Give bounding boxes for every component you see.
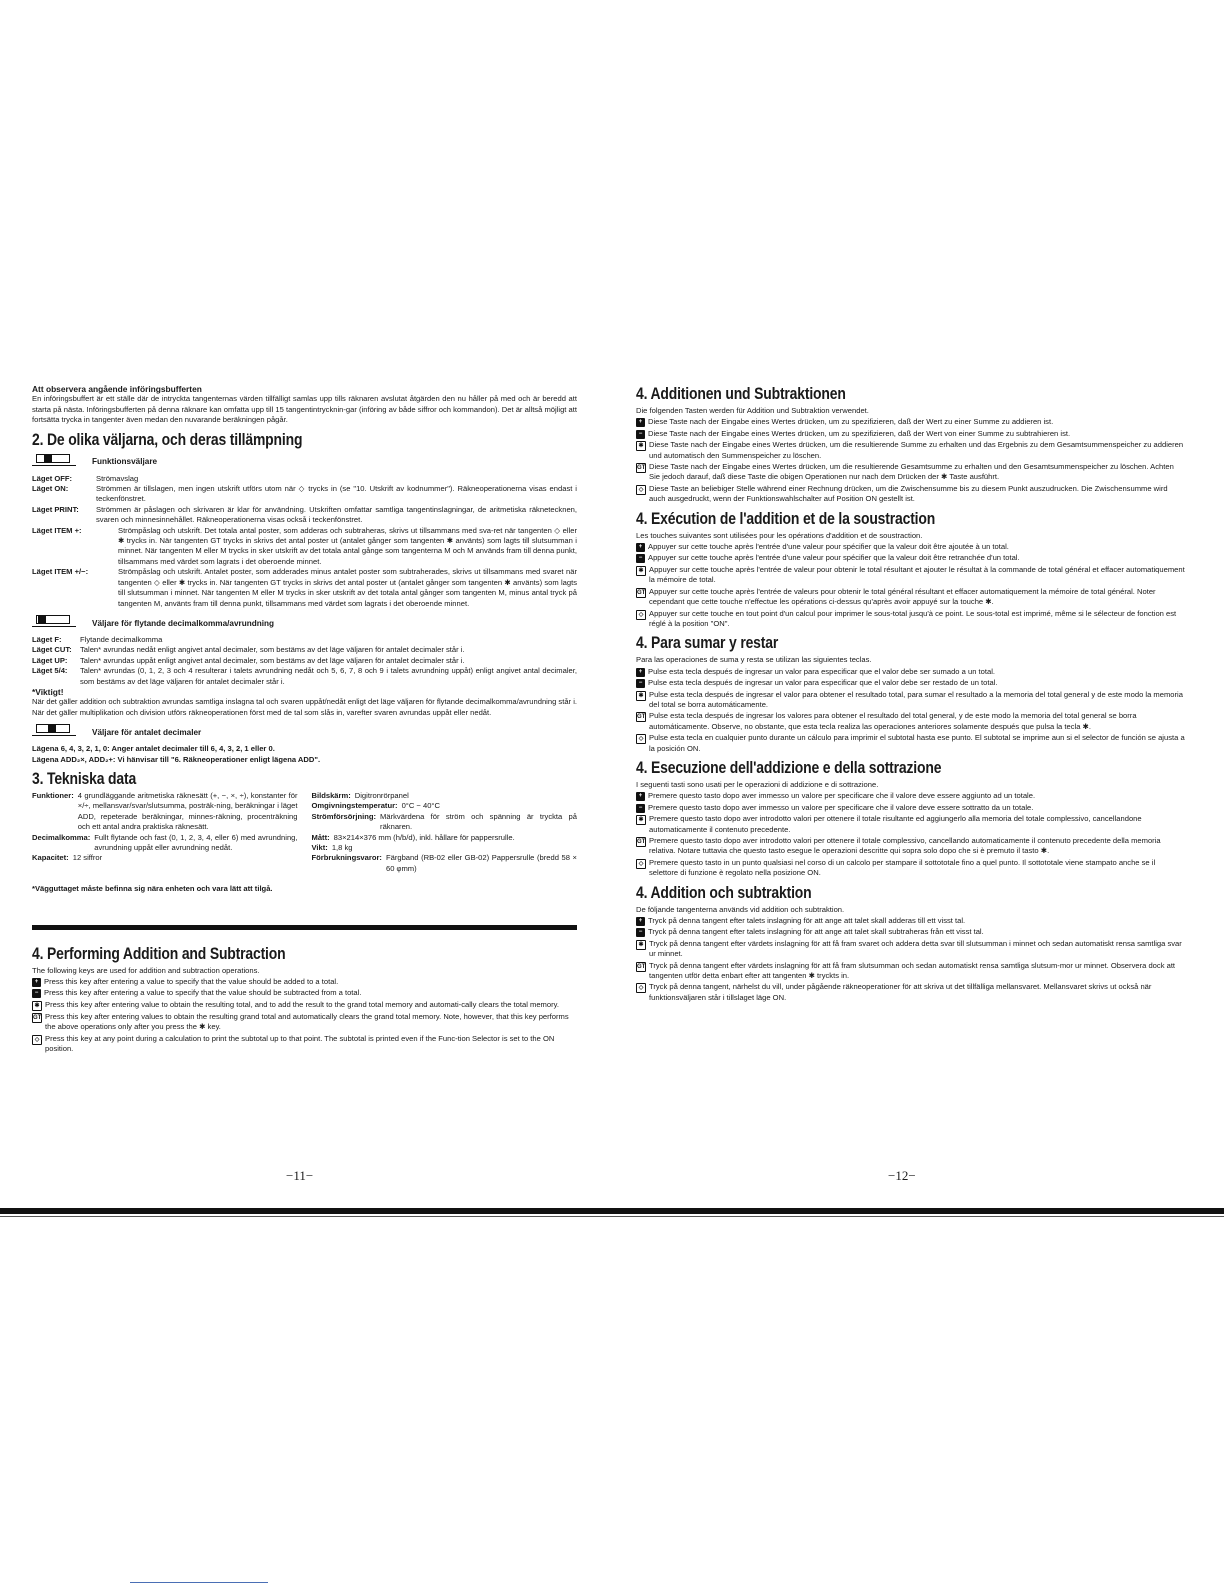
key-row — [636, 462, 1186, 483]
key-row — [636, 678, 1186, 688]
key-row — [32, 1034, 577, 1055]
section-divider — [32, 925, 577, 930]
key-row — [636, 667, 1186, 677]
key-description: Tryck på denna tangent efter värdets inslagning för att få fram svaret och addera detta svar till slutsumman i minnet och sedan automatiskt rensa samtliga svar ur minnet. — [649, 938, 1182, 959]
key-description: Premere questo tasto dopo aver introdotto valori per ottenere il totale complessivo, cancellando automaticamente il contenuto precedente della memoria relativa. Notare tuttavia che questo tasto esegue le operazioni descritte qui sopra solo dopo che si è premuto il tasto ✱. — [649, 836, 1161, 856]
mode-label: Vikt: — [311, 843, 328, 852]
mode-row — [312, 791, 578, 801]
calculator-key-icon: + — [636, 917, 645, 926]
mode-row — [312, 812, 578, 833]
sv-key-list — [636, 916, 1186, 1003]
mode-description: Fullt flytande och fast (0, 1, 2, 3, 4, eller 6) med avrundning, avrundning uppåt eller avrundning nedåt. — [94, 832, 298, 852]
key-row — [636, 429, 1186, 439]
key-description: Tryck på denna tangent efter värdets inslagning för att få fram slutsumman och sedan automatiskt rensa samtliga slutsum-mor ur minnet. Observera dock att tangenten utför detta enbart efter att tangenten ✱ tryckts in. — [649, 960, 1176, 981]
mode-description: 0°C − 40°C — [401, 801, 440, 811]
key-description: Diese Taste nach der Eingabe eines Wertes drücken, um zu spezifizieren, daß der Wert von einer Summe zu subtrahieren ist. — [648, 428, 1071, 438]
calculator-key-icon: + — [636, 668, 645, 677]
key-description: Tryck på denna tangent, närhelst du vill, under pågående räkneoperationer för att skriva ut det tillfälliga mellansvaret. Mellansvaret skrivs ut också när funktionsväljaren står i tillslaget läge ON. — [649, 982, 1152, 1002]
mode-label: Förbrukningsvaror: — [311, 853, 382, 863]
tech-data-left — [32, 791, 298, 874]
calculator-key-icon: ✱ — [636, 815, 646, 825]
key-row — [636, 982, 1186, 1003]
key-row — [636, 858, 1186, 879]
decimal-selector-header — [32, 615, 577, 633]
decimal-selector-icon — [32, 615, 76, 633]
key-row — [636, 711, 1186, 732]
count-selector-header — [32, 724, 577, 742]
it-key-list — [636, 791, 1186, 878]
section-3-title: 3. Tekniska data — [32, 768, 137, 788]
key-description: Premere questo tasto dopo aver immesso un valore per specificare che il valore deve essere sottratto da un totale. — [648, 802, 1034, 812]
calculator-key-icon: ◇ — [32, 1035, 42, 1045]
es-key-list — [636, 667, 1186, 754]
key-row — [636, 542, 1186, 552]
key-row — [636, 440, 1186, 461]
key-description: Premere questo tasto in un punto qualsiasi nel corso di un calcolo per stampare il sottototale fino a quel punto. Il sottototale viene stampato anche se il selettore di funzione è regolato nella posizione ON. — [649, 857, 1156, 878]
mode-label: Läget OFF: — [32, 473, 73, 483]
key-row — [636, 916, 1186, 926]
key-row — [636, 484, 1186, 505]
key-description: Press this key after entering value to obtain the resulting total, and to add the result to the grand total memory and automati-cally clears the total memory. — [45, 999, 559, 1009]
calculator-key-icon: GT — [637, 714, 646, 721]
important-title: *Viktigt! — [32, 686, 64, 697]
key-description: Press this key at any point during a calculation to print the subtotal up to that point. The subtotal is printed even if the Func-tion Selector is set to the ON position. — [45, 1033, 555, 1054]
key-row — [636, 791, 1186, 801]
tech-data-grid — [32, 791, 577, 874]
fr-key-list — [636, 542, 1186, 629]
mode-description: Strömavslag — [96, 473, 139, 483]
key-description: Premere questo tasto dopo aver introdotto valori per ottenere il totale risultante ed aggiungerlo alla memoria del totale complessivo, cancellandone automaticamente il contenuto precedente. — [649, 814, 1142, 834]
calculator-key-icon: − — [636, 554, 645, 563]
mode-row — [32, 791, 298, 833]
key-row — [32, 977, 577, 987]
mode-label: Läget 5/4: — [32, 666, 68, 676]
page-number-right: −12− — [888, 1168, 916, 1183]
key-description: Diese Taste nach der Eingabe eines Wertes drücken, um die resultierende Gesamtsumme zu erhalten und den Gesamtsummenspeicher zu löschen. Achten Sie jedoch darauf, daß diese Taste die obigen Operationen nur nach dem Drücken der ✱ Taste ausführt. — [649, 462, 1174, 482]
key-description: Pulse esta tecla después de ingresar el valor para obtener el resultado total, para sumar el resultado a la memoria del total general y de este modo la memoria del total se borra automáticamente. — [649, 689, 1183, 709]
bottom-rule — [0, 1208, 1224, 1214]
calculator-key-icon: ◇ — [636, 983, 646, 993]
mode-row — [312, 853, 578, 874]
de-intro: Die folgenden Tasten werden für Addition und Subtraktion verwendet. — [636, 406, 869, 415]
key-description: Diese Taste nach der Eingabe eines Wertes drücken, um zu spezifizieren, daß der Wert zu einer Summe zu addieren ist. — [648, 417, 1054, 427]
footer-line — [130, 1582, 268, 1583]
mode-description: Talen* avrundas nedåt enligt angivet antal decimaler, som bestäms av det läge väljaren för antalet decimaler står i. — [80, 645, 465, 655]
key-row — [636, 587, 1186, 608]
fr-intro: Les touches suivantes sont utilisées pour les opérations d'addition et de soustraction. — [636, 530, 923, 540]
mode-row — [32, 853, 298, 863]
mode-label: Läget ITEM +/−: — [32, 567, 89, 577]
en-key-list — [32, 977, 577, 1054]
count-selector-title: Väljare för antalet decimaler — [92, 727, 202, 737]
key-row — [636, 836, 1186, 857]
buffer-title: Att observera angående införingsbufferten — [32, 384, 202, 394]
right-page — [636, 384, 1186, 1004]
function-selector-icon — [32, 454, 76, 472]
key-description: Tryck på denna tangent efter talets inslagning för att ange att talet skall adderas till ett visst tal. — [648, 916, 966, 926]
mode-label: Omgivningstemperatur: — [311, 801, 398, 811]
count-selector-icon — [32, 724, 76, 742]
key-row — [636, 961, 1186, 982]
calculator-key-icon: + — [636, 792, 645, 801]
mode-description: Färgband (RB-02 eller GB-02) Pappersrulle (bredd 58 × 60 φmm) — [385, 853, 577, 873]
mode-description: 83×214×376 mm (h/b/d), inkl. hållare för pappersrulle. — [333, 832, 515, 842]
mode-label: Läget UP: — [32, 655, 68, 665]
mode-description: Talen* avrundas uppåt enligt angivet antal decimaler, som bestäms av det läge väljaren för antalet decimaler står i. — [80, 655, 465, 665]
count-line-2: Lägena ADD₂×, ADD₂+: Vi hänvisar till "6. Räkneoperationer enligt lägena ADD". — [32, 754, 321, 764]
section-4-en-title: 4. Performing Addition and Subtraction — [32, 943, 286, 963]
mode-label: Läget ITEM +: — [32, 525, 82, 535]
mode-row — [32, 645, 577, 655]
mode-description: 4 grundläggande aritmetiska räknesätt (+, −, ×, ÷), konstanter för ×/÷, mellansvar/svar/slutsumma, posträk-ning, beräkningar i läget ADD, repeterade beräkningar, minnes-räkning, procenträkning och ett antal andra praktiska räknesätt. — [77, 790, 298, 832]
calculator-key-icon: ✱ — [636, 940, 646, 950]
section-2-title: 2. De olika väljarna, och deras tillämpning — [32, 429, 303, 449]
page-number-left: −11− — [286, 1168, 314, 1183]
key-row — [636, 417, 1186, 427]
calculator-key-icon: ◇ — [636, 859, 646, 869]
key-description: Pulse esta tecla después de ingresar un valor para especificar que el valor debe ser restado de un total. — [648, 678, 998, 688]
count-line-1: Lägena 6, 4, 3, 2, 1, 0: Anger antalet decimaler till 6, 4, 3, 2, 1 eller 0. — [32, 744, 275, 754]
bottom-rule-thin — [0, 1216, 1224, 1217]
key-description: Tryck på denna tangent efter talets inslagning för att ange att talet skall subtraheras från ett visst tal. — [648, 927, 984, 937]
sv-intro: De följande tangenterna används vid addition och subtraktion. — [636, 904, 845, 914]
mode-row — [32, 833, 298, 854]
calculator-key-icon: ✱ — [636, 566, 646, 576]
key-row — [636, 733, 1186, 754]
buffer-text: En införingsbuffert är ett ställe där de intryckta tangenternas värden tillfälligt samlas upp tills räknaren avslutat åtgärden den nu håller på med och är beredd att starta på nästa. Införingsbufferten på denna räknare kan omfatta upp till 15 tangentintrycknin-gar (införing av både siffror och kommandon). Det är alltså möjligt att fortsätta trycka in tangenter även medan den nuvarande beräkningen pågår. — [32, 394, 577, 425]
mode-row — [32, 567, 577, 609]
key-row — [636, 803, 1186, 813]
calculator-key-icon: + — [636, 418, 645, 427]
mode-label: Strömförsörjning: — [311, 811, 377, 821]
calculator-key-icon: ✱ — [32, 1001, 42, 1011]
de-title: 4. Additionen und Subtraktionen — [636, 384, 846, 403]
calculator-key-icon: + — [636, 543, 645, 552]
mode-description: Strömmen är tillslagen, men ingen utskrift utförs utom när ◇ trycks in (se "10. Utskrift av kodnummer"). Räkneoperationerna visas endast i teckenfönstret. — [96, 484, 577, 504]
key-row — [636, 927, 1186, 937]
mode-description: 1,8 kg — [331, 843, 353, 852]
function-selector-title: Funktionsväljare — [92, 457, 158, 467]
mode-label: Funktioner: — [32, 790, 74, 800]
mode-label: Bildskärm: — [311, 790, 351, 800]
key-row — [32, 1012, 577, 1033]
it-intro: I seguenti tasti sono usati per le operazioni di addizione e di sottrazione. — [636, 779, 879, 789]
mode-description: Märkvärdena för ström och spänning är tryckta på räknaren. — [380, 811, 577, 832]
function-modes-list — [32, 474, 577, 526]
mode-label: Läget F: — [32, 634, 62, 644]
key-row — [636, 939, 1186, 960]
es-intro: Para las operaciones de suma y resta se utilizan las siguientes teclas. — [636, 655, 872, 665]
key-row — [636, 565, 1186, 586]
key-row — [636, 553, 1186, 563]
key-description: Premere questo tasto dopo aver immesso un valore per specificare che il valore deve essere aggiunto ad un totale. — [648, 791, 1036, 801]
calculator-key-icon: + — [32, 978, 41, 987]
sv-title: 4. Addition och subtraktion — [636, 882, 812, 902]
calculator-key-icon: − — [636, 679, 645, 688]
key-description: Press this key after entering a value to specify that the value should be added to a total. — [44, 977, 339, 987]
mode-row — [312, 843, 578, 853]
calculator-key-icon: − — [636, 928, 645, 937]
calculator-key-icon: ✱ — [636, 441, 646, 451]
key-description: Press this key after entering values to obtain the resulting grand total and automatically clears the grand total memory. Note, however, that this key performs the above operations only after you press the ✱ key. — [45, 1011, 569, 1032]
key-description: Pulse esta tecla después de ingresar un valor para especificar que el valor debe ser sumado a un total. — [648, 666, 995, 676]
mode-label: Kapacitet: — [32, 853, 69, 863]
key-description: Appuyer sur cette touche après l'entrée d'une valeur pour spécifier que la valeur doit être retranchée d'un total. — [648, 553, 1020, 563]
key-description: Diese Taste nach der Eingabe eines Wertes drücken, um die resultierende Summe zu erhalten und das Ergebnis zu dem Gesamtsummenspeicher zu addieren und automatisch den Summenspeicher zu löschen. — [649, 440, 1184, 460]
calculator-key-icon: ◇ — [636, 485, 646, 495]
key-description: Appuyer sur cette touche en tout point d'un calcul pour imprimer le sous-total jusqu'à ce point. Le sous-total est imprimé, même si le sélecteur de fonction est réglé à la position "ON". — [649, 608, 1177, 628]
mode-description: Digitronrörpanel — [354, 790, 409, 800]
key-description: Pulse esta tecla después de ingresar los valores para obtener el resultado del total general, y de este modo la memoria del total general se borra automáticamente. Observe, no obstante, que esta tecla realiza las operaciones anteriores solamente después que pulsa la tecla ✱. — [649, 711, 1137, 731]
key-description: Appuyer sur cette touche après l'entrée de valeurs pour obtenir le total général résultant et effacer automatiquement la mémoire de total général. Noter cependant que cette touche n'effectue les opérations ci-dessus qu'après avoir appuyé sur la touche ✱. — [649, 586, 1156, 607]
mode-description: Strömpåslag och utskrift. Det totala antal poster, som adderas och subtraheras, skrivs ut tillsammans med sva-ret när tangenten ◇ eller ✱ trycks in. När tangenten GT trycks in skrivs det antal poster ut (antalet gånger som tangenten ✱ använts) som lagts till slutsumman i minnet. När tangenten M eller M trycks in sker utskrift av det totala antal gånge som tangenterna M och M används fram till denna punkt, tillsammans med värdet som lagrats i det oberoende minnet. — [118, 525, 577, 566]
key-description: Appuyer sur cette touche après l'entrée de valeur pour obtenir le total résultant et ajouter le résultat à la commande de total général et effacer automatiquement la mémoire de total. — [649, 564, 1185, 585]
mode-row — [312, 833, 578, 843]
tech-data-right — [312, 791, 578, 874]
calculator-key-icon: ◇ — [636, 610, 646, 620]
mode-description: Flytande decimalkomma — [80, 634, 163, 644]
key-description: Pulse esta tecla en cualquier punto durante un cálculo para imprimir el subtotal hasta ese punto. El subtotal se imprime aun si el selector de función se ajusta a la posición ON. — [649, 733, 1185, 753]
mode-row — [32, 474, 577, 484]
plug-note: *Vägguttaget måste befinna sig nära enheten och vara lätt att tilgå. — [32, 884, 273, 894]
calculator-key-icon: GT — [637, 963, 646, 970]
mode-row — [32, 666, 577, 687]
calculator-key-icon: − — [32, 989, 41, 998]
calculator-key-icon: GT — [637, 465, 646, 472]
mode-description: Strömpåslag och utskrift. Antalet poster, som adderades minus antalet poster som subtraherades, skrivs ut tillsammans med svaret när tangenten ◇ eller ✱ trycks in. När tangenten GT trycks in skrivs det antal poster ut (antalet gånger som tangenten ✱ använts) som lagts till slutsumman i minnet. När tangenten M eller M trycks in sker utskrift av det totala antal gånger som tangenten M, minus antal tryck på tangenten M, använts fram till denna punkt, tillsammans med värdet som lagrats i det oberoende minnet. — [118, 567, 577, 608]
mode-label: Läget ON: — [32, 484, 69, 494]
mode-row — [32, 526, 577, 568]
mode-row — [32, 656, 577, 666]
mode-row — [312, 801, 578, 811]
decimal-selector-title: Väljare för flytande decimalkomma/avrundning — [92, 618, 274, 628]
key-description: Appuyer sur cette touche après l'entrée d'une valeur pour spécifier que la valeur doit être ajoutée à un total. — [648, 542, 1009, 552]
key-row — [636, 690, 1186, 711]
key-row — [636, 814, 1186, 835]
section-4-en-intro: The following keys are used for addition and subtraction operations. — [32, 965, 260, 975]
mode-label: Mått: — [311, 832, 330, 842]
mode-description: Talen* avrundas (0, 1, 2, 3 och 4 resulterar i talets avrundning nedåt och 5, 6, 7, 8 och 9 i talets avrundning uppåt) enligt angivet antal decimaler, som bestäms av det läge väljaren för antalet decimaler står i. — [80, 666, 577, 686]
calculator-key-icon: ◇ — [636, 734, 646, 744]
key-row — [636, 609, 1186, 630]
calculator-key-icon: GT — [637, 589, 646, 596]
item-modes-list — [32, 526, 577, 609]
calculator-key-icon: GT — [637, 839, 646, 845]
mode-label: Läget PRINT: — [32, 504, 79, 514]
it-title: 4. Esecuzione dell'addizione e della sottrazione — [636, 757, 942, 777]
function-selector-header — [32, 454, 577, 472]
mode-label: Decimalkomma: — [32, 832, 91, 842]
de-key-list — [636, 417, 1186, 504]
key-description: Press this key after entering a value to specify that the value should be subtracted from a total. — [44, 988, 362, 998]
es-title: 4. Para sumar y restar — [636, 633, 779, 653]
important-text: När det gäller addition och subtraktion avrundas samtliga inslagna tal och svaren uppåt/nedåt enligt det läge väljaren för flytande decimalkomma/avrundning står i. När det gäller multiplikation och division utförs räkneoperationen först med de tal som slås in, varefter svaren avrundas uppåt eller nedåt. — [32, 697, 577, 717]
calculator-key-icon: ✱ — [636, 691, 646, 701]
left-page — [32, 384, 577, 1055]
mode-row — [32, 505, 577, 526]
mode-row — [32, 484, 577, 505]
key-row — [32, 988, 577, 998]
calculator-key-icon: − — [636, 804, 645, 813]
key-row — [32, 1000, 577, 1011]
mode-row — [32, 635, 577, 645]
mode-label: Läget CUT: — [32, 645, 72, 655]
mode-description: 12 siffror — [72, 853, 103, 863]
calculator-key-icon: − — [636, 430, 645, 439]
mode-description: Strömmen är påslagen och skrivaren är klar för användning. Utskriften omfattar samtliga tangentinslagningar, de aritmetiska räknetecknen, svaren och minnesinnehållet. Räkneoperationerna visas också i teckenfönstret. — [96, 504, 577, 525]
decimal-modes-list — [32, 635, 577, 687]
fr-title: 4. Exécution de l'addition et de la soustraction — [636, 508, 936, 528]
key-description: Diese Taste an beliebiger Stelle während einer Rechnung drücken, um die Zwischensumme bis zu diesem Punkt auszudrucken. Die Zwischensumme wird auch ausgedruckt, wenn der Funktionswahlschalter auf Position ON gestellt ist. — [649, 483, 1168, 504]
calculator-key-icon: GT — [33, 1014, 42, 1021]
